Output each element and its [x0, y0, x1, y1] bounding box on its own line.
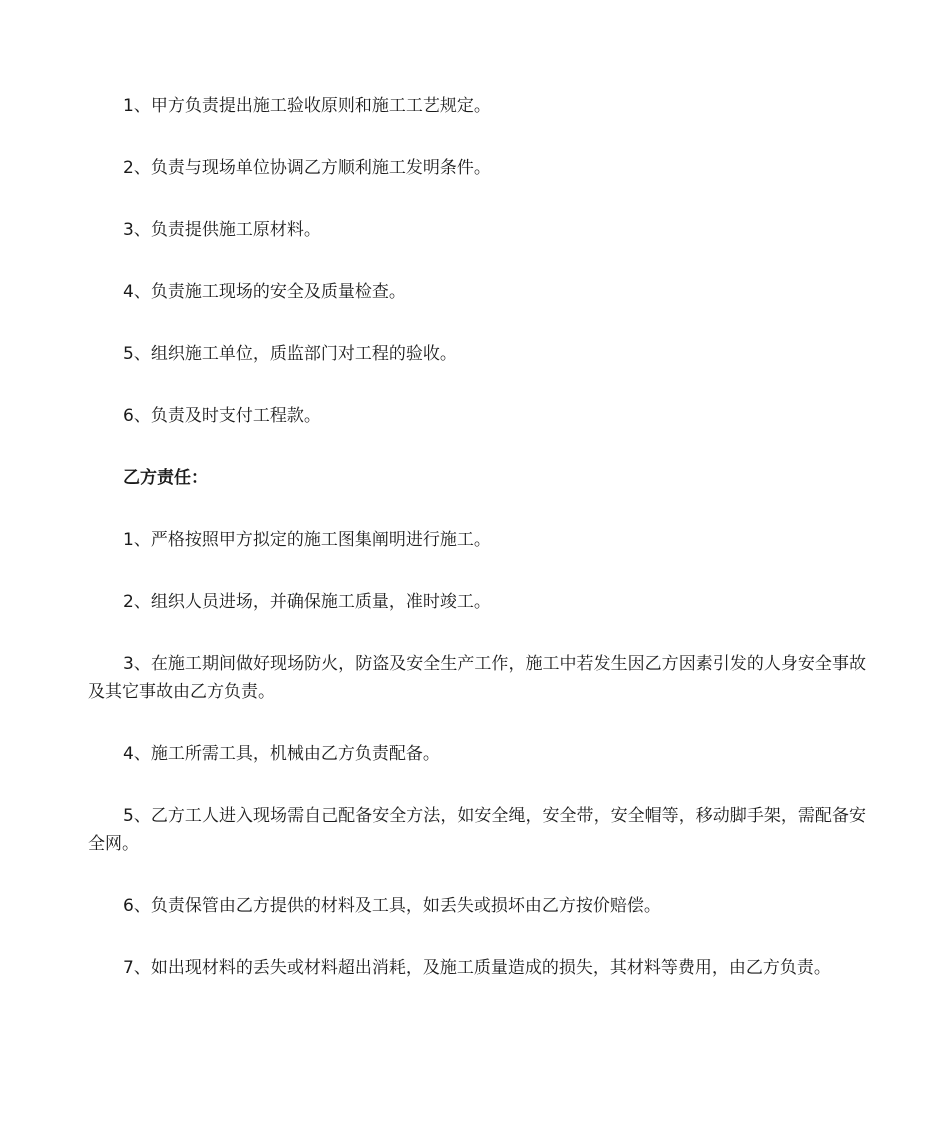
party-b-item-4: 4、施工所需工具，机械由乙方负责配备。: [123, 744, 440, 764]
party-a-item-5: 5、组织施工单位，质监部门对工程的验收。: [123, 344, 457, 364]
document-body: [88, 92, 866, 1016]
party-a-item-6: 6、负责及时支付工程款。: [123, 406, 321, 426]
party-b-heading: 乙方责任：: [123, 468, 208, 488]
party-a-item-3: 3、负责提供施工原材料。: [123, 220, 321, 240]
party-b-item-7: 7、如出现材料的丢失或材料超出消耗，及施工质量造成的损失，其材料等费用，由乙方负责。: [123, 958, 831, 978]
party-b-item-1: 1、严格按照甲方拟定的施工图集阐明进行施工。: [123, 530, 491, 550]
party-b-item-5: 5、乙方工人进入现场需自己配备安全方法，如安全绳，安全带，安全帽等，移动脚手架，需配备安全网。: [88, 806, 866, 854]
party-a-item-2: 2、负责与现场单位协调乙方顺利施工发明条件。: [123, 158, 491, 178]
party-a-item-1: 1、甲方负责提出施工验收原则和施工工艺规定。: [123, 96, 491, 116]
party-b-item-3: 3、在施工期间做好现场防火，防盗及安全生产工作，施工中若发生因乙方因素引发的人身安全事故及其它事故由乙方负责。: [88, 654, 866, 702]
party-b-item-6: 6、负责保管由乙方提供的材料及工具，如丢失或损坏由乙方按价赔偿。: [123, 896, 661, 916]
party-a-item-4: 4、负责施工现场的安全及质量检查。: [123, 282, 406, 302]
party-b-item-2: 2、组织人员进场，并确保施工质量，准时竣工。: [123, 592, 491, 612]
